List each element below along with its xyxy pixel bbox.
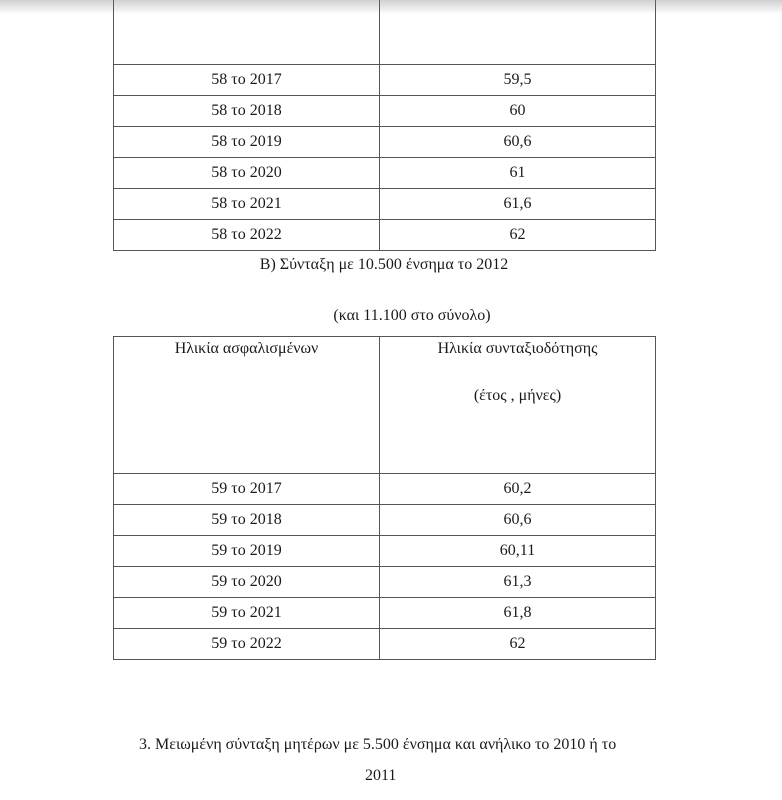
table-header-row (114, 337, 656, 474)
pension-age-cell: 60,2 (380, 474, 656, 505)
table-row (114, 598, 656, 629)
insured-age-cell: 58 το 2017 (114, 65, 380, 96)
pension-age-cell: 61,6 (380, 189, 656, 220)
table-row (114, 96, 656, 127)
pension-age-header (380, 337, 656, 474)
section-3-heading-continued: 2011 (365, 767, 397, 784)
viewer-top-shadow (0, 0, 782, 14)
insured-age-header (114, 337, 380, 474)
pension-age-cell: 60,6 (380, 505, 656, 536)
insured-age-cell: 59 το 2020 (114, 567, 380, 598)
pension-table-a (113, 0, 656, 251)
pension-table-b (113, 336, 656, 660)
pension-age-cell: 60,6 (380, 127, 656, 158)
pension-age-cell: 61,3 (380, 567, 656, 598)
insured-age-cell: 58 το 2022 (114, 220, 380, 251)
insured-age-cell: 59 το 2019 (114, 536, 380, 567)
section-b-title: Β) Σύνταξη με 10.500 ένσημα το 2012 (259, 256, 509, 273)
pension-age-cell: 60,11 (380, 536, 656, 567)
insured-age-cell: 58 το 2019 (114, 127, 380, 158)
table-row (114, 505, 656, 536)
pension-age-header-label: Ηλικία συνταξιοδότησης (437, 340, 598, 357)
table-row (114, 474, 656, 505)
table-row (114, 127, 656, 158)
section-3-heading: 3. Μειωμένη σύνταξη μητέρων με 5.500 ένσημα και ανήλικο το 2010 ή το (139, 736, 617, 753)
insured-age-cell: 59 το 2021 (114, 598, 380, 629)
table-row (114, 65, 656, 96)
insured-age-cell: 59 το 2017 (114, 474, 380, 505)
pension-age-cell: 62 (380, 629, 656, 660)
insured-age-cell: 59 το 2018 (114, 505, 380, 536)
insured-age-header-label: Ηλικία ασφαλισμένων (174, 340, 319, 357)
table-row (114, 189, 656, 220)
table-row (114, 220, 656, 251)
table-row (114, 158, 656, 189)
table-row (114, 536, 656, 567)
pension-age-cell: 61 (380, 158, 656, 189)
section-b-subtitle: (και 11.100 στο σύνολο) (333, 307, 491, 324)
pension-age-cell: 61,8 (380, 598, 656, 629)
table-row (114, 567, 656, 598)
pension-age-cell: 60 (380, 96, 656, 127)
pension-age-cell: 59,5 (380, 65, 656, 96)
insured-age-cell: 59 το 2022 (114, 629, 380, 660)
insured-age-cell: 58 το 2021 (114, 189, 380, 220)
table-row (114, 629, 656, 660)
pension-age-header-unit: (έτος , μήνες) (473, 387, 562, 404)
insured-age-cell: 58 το 2020 (114, 158, 380, 189)
pension-age-cell: 62 (380, 220, 656, 251)
insured-age-cell: 58 το 2018 (114, 96, 380, 127)
